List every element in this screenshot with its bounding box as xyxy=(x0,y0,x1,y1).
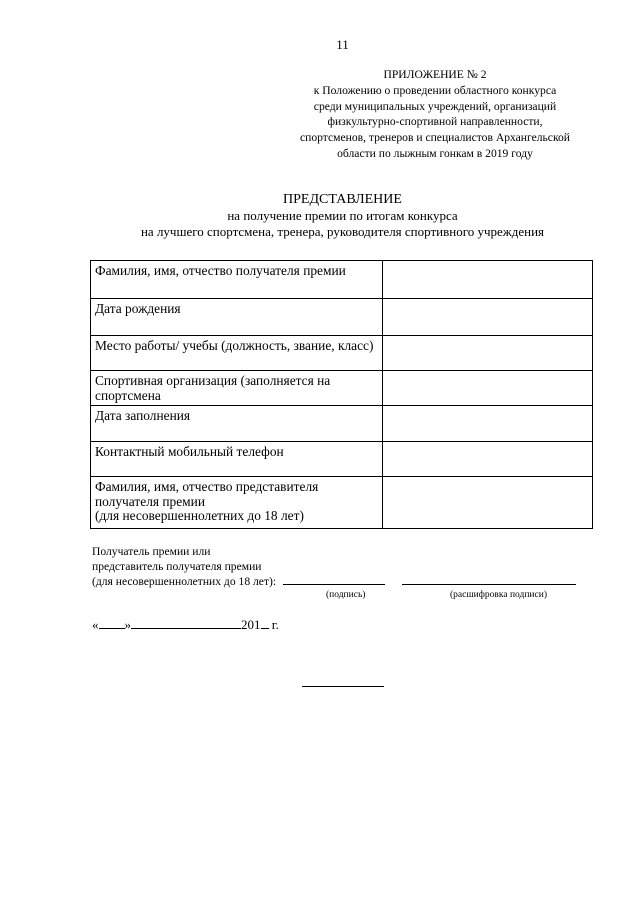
year-digit-field[interactable] xyxy=(261,618,269,629)
table-row xyxy=(91,477,593,529)
row-label: Контактный мобильный телефон xyxy=(91,442,383,477)
annex-line: области по лыжным гонкам в 2019 году xyxy=(337,146,533,160)
row-label: Дата рождения xyxy=(91,299,383,336)
row-value-field[interactable] xyxy=(383,477,593,529)
annex-line: к Положению о проведении областного конкурса xyxy=(313,83,557,97)
row-label: Дата заполнения xyxy=(91,406,383,442)
row-value-field[interactable] xyxy=(383,299,593,336)
table-row xyxy=(91,261,593,299)
date-line xyxy=(92,617,279,633)
annex-line: спортсменов, тренеров и специалистов Архангельской xyxy=(299,131,571,145)
row-value-field[interactable] xyxy=(383,371,593,406)
signature-decoding-field[interactable] xyxy=(402,574,576,585)
row-value-field[interactable] xyxy=(383,442,593,477)
date-close-quote: » xyxy=(124,617,131,632)
document-subtitle: на получение премии по итогам конкурса xyxy=(227,208,458,223)
date-open-quote: « xyxy=(92,617,99,632)
year-prefix: 201 xyxy=(241,617,261,632)
table-row xyxy=(91,406,593,442)
signature-label: (для несовершеннолетних до 18 лет): xyxy=(92,575,277,588)
annex-block xyxy=(270,67,600,162)
signature-block xyxy=(92,544,576,589)
row-label: Спортивная организация (заполняется на спортсмена xyxy=(91,371,383,406)
table-row xyxy=(91,442,593,477)
document-title: ПРЕДСТАВЛЕНИЕ xyxy=(283,192,402,207)
row-value-field[interactable] xyxy=(383,261,593,299)
annex-title: ПРИЛОЖЕНИЕ № 2 xyxy=(383,68,487,81)
month-field[interactable] xyxy=(131,618,241,629)
document-heading xyxy=(0,192,640,239)
table-row xyxy=(91,299,593,336)
year-suffix: г. xyxy=(268,617,279,632)
row-label: Фамилия, имя, отчество представителя получателя премии (для несовершеннолетних до 18 лет) xyxy=(91,477,383,529)
page-number: 11 xyxy=(336,37,349,52)
row-label: Фамилия, имя, отчество получателя премии xyxy=(91,261,383,299)
day-field[interactable] xyxy=(99,618,125,629)
row-label: Место работы/ учебы (должность, звание, класс) xyxy=(91,336,383,371)
document-subtitle: на лучшего спортсмена, тренера, руководителя спортивного учреждения xyxy=(140,223,545,239)
annex-line: физкультурно-спортивной направленности, xyxy=(327,115,543,129)
signature-label: представитель получателя премии xyxy=(92,560,262,573)
annex-line: среди муниципальных учреждений, организаций xyxy=(313,99,557,113)
signature-field[interactable] xyxy=(283,574,385,585)
footer-rule xyxy=(302,686,384,687)
table-row xyxy=(91,336,593,371)
decoding-caption: (расшифровка подписи) xyxy=(450,590,547,600)
signature-label: Получатель премии или xyxy=(92,545,211,558)
signature-caption: (подпись) xyxy=(326,590,366,600)
info-table xyxy=(90,260,593,529)
row-value-field[interactable] xyxy=(383,406,593,442)
table-row xyxy=(91,371,593,406)
row-value-field[interactable] xyxy=(383,336,593,371)
